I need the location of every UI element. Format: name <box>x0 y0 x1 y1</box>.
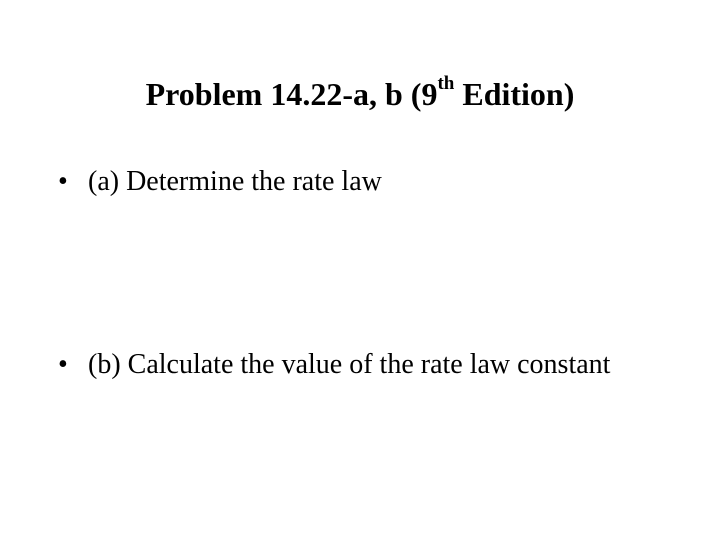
bullet-text-b: (b) Calculate the value of the rate law constant <box>88 349 611 380</box>
bullet-item-a <box>58 165 658 199</box>
bullet-marker: • <box>58 349 68 380</box>
title-text-before: Problem 14.22-a, b (9 <box>145 76 438 112</box>
slide-title <box>0 72 720 116</box>
bullet-item-b <box>58 348 658 382</box>
title-superscript: th <box>437 73 455 95</box>
bullet-marker: • <box>58 166 68 197</box>
bullet-text-a: (a) Determine the rate law <box>88 166 382 197</box>
title-text-after: Edition) <box>454 76 575 112</box>
